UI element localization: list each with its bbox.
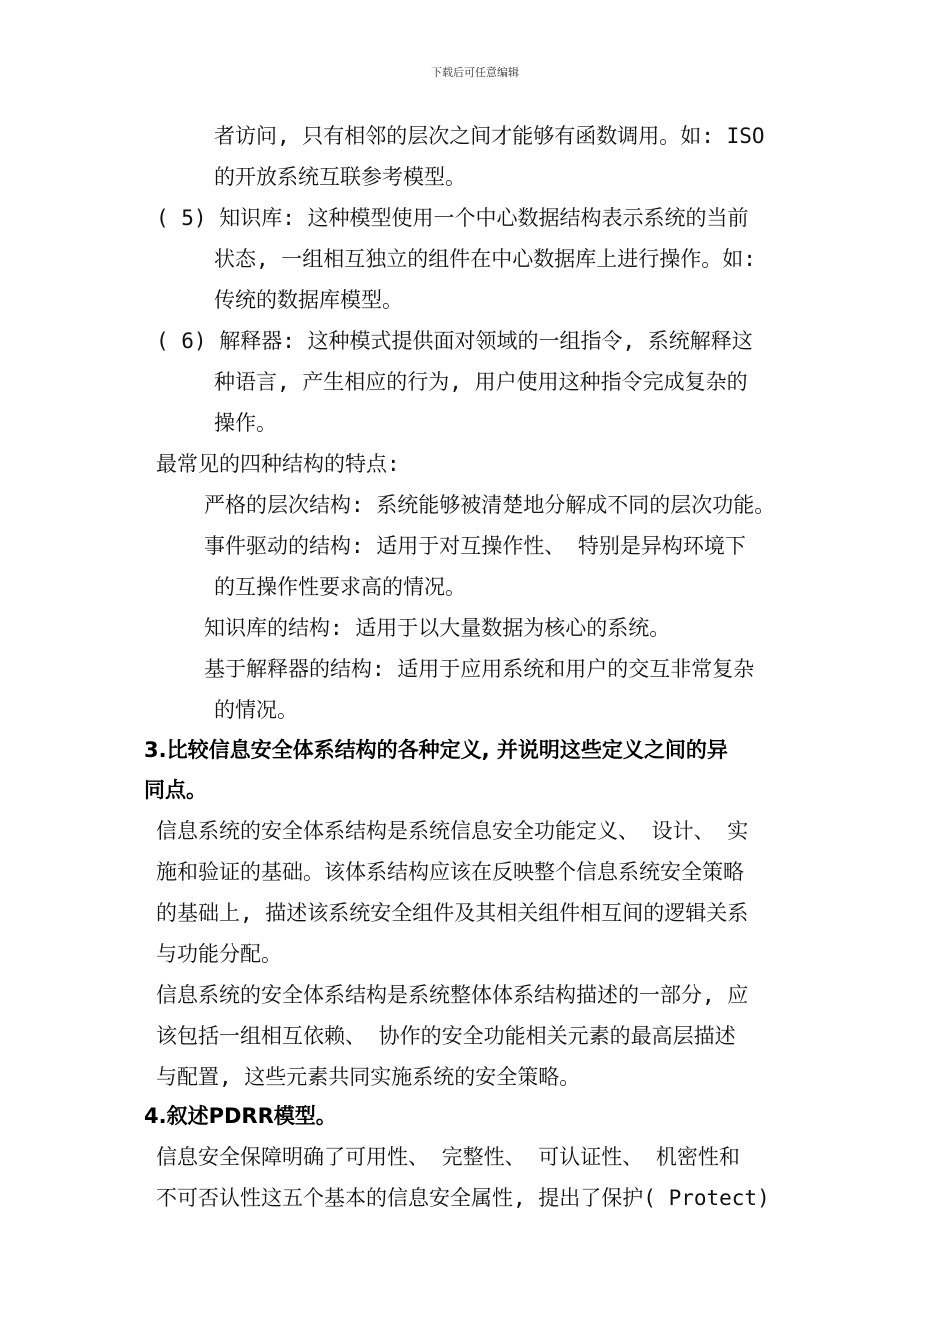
body-line: 的互操作性要求高的情况。: [214, 575, 466, 599]
page-header: 下载后可任意编辑: [431, 66, 519, 79]
body-line: 知识库的结构: 适用于以大量数据为核心的系统。: [204, 616, 671, 640]
body-line: 最常见的四种结构的特点:: [156, 452, 400, 476]
body-line: 与功能分配。: [156, 942, 282, 966]
body-line: 者访问, 只有相邻的层次之间才能够有函数调用。如: ISO: [214, 124, 765, 148]
body-line: 种语言, 产生相应的行为, 用户使用这种指令完成复杂的: [214, 370, 748, 394]
question-heading-3: 3.比较信息安全体系结构的各种定义, 并说明这些定义之间的异: [144, 738, 728, 762]
body-line: 状态, 一组相互独立的组件在中心数据库上进行操作。如:: [214, 247, 756, 271]
body-line: 操作。: [214, 411, 277, 435]
body-line: 该包括一组相互依赖、 协作的安全功能相关元素的最高层描述: [156, 1024, 736, 1048]
list-item-interpreter: ( 6) 解释器: 这种模式提供面对领域的一组指令, 系统解释这: [156, 329, 753, 353]
question-heading-4: 4.叙述PDRR模型。: [144, 1104, 337, 1128]
question-heading-3-cont: 同点。: [144, 778, 207, 802]
body-line: 的基础上, 描述该系统安全组件及其相关组件相互间的逻辑关系: [156, 901, 749, 925]
body-line: 信息系统的安全体系结构是系统整体体系结构描述的一部分, 应: [156, 983, 749, 1007]
body-line: 基于解释器的结构: 适用于应用系统和用户的交互非常复杂: [204, 657, 755, 681]
body-line: 事件驱动的结构: 适用于对互操作性、 特别是异构环境下: [204, 534, 746, 558]
body-line: 传统的数据库模型。: [214, 288, 403, 312]
body-line: 严格的层次结构: 系统能够被清楚地分解成不同的层次功能。: [204, 493, 776, 517]
body-line: 与配置, 这些元素共同实施系统的安全策略。: [156, 1065, 581, 1089]
body-line: 不可否认性这五个基本的信息安全属性, 提出了保护( Protect): [156, 1186, 770, 1210]
body-line: 的情况。: [214, 698, 298, 722]
body-line: 信息系统的安全体系结构是系统信息安全功能定义、 设计、 实: [156, 819, 749, 843]
body-line: 的开放系统互联参考模型。: [214, 165, 466, 189]
list-item-knowledge-base: ( 5) 知识库: 这种模型使用一个中心数据结构表示系统的当前: [156, 206, 749, 230]
body-line: 信息安全保障明确了可用性、 完整性、 可认证性、 机密性和: [156, 1145, 740, 1169]
body-line: 施和验证的基础。该体系结构应该在反映整个信息系统安全策略: [156, 860, 744, 884]
